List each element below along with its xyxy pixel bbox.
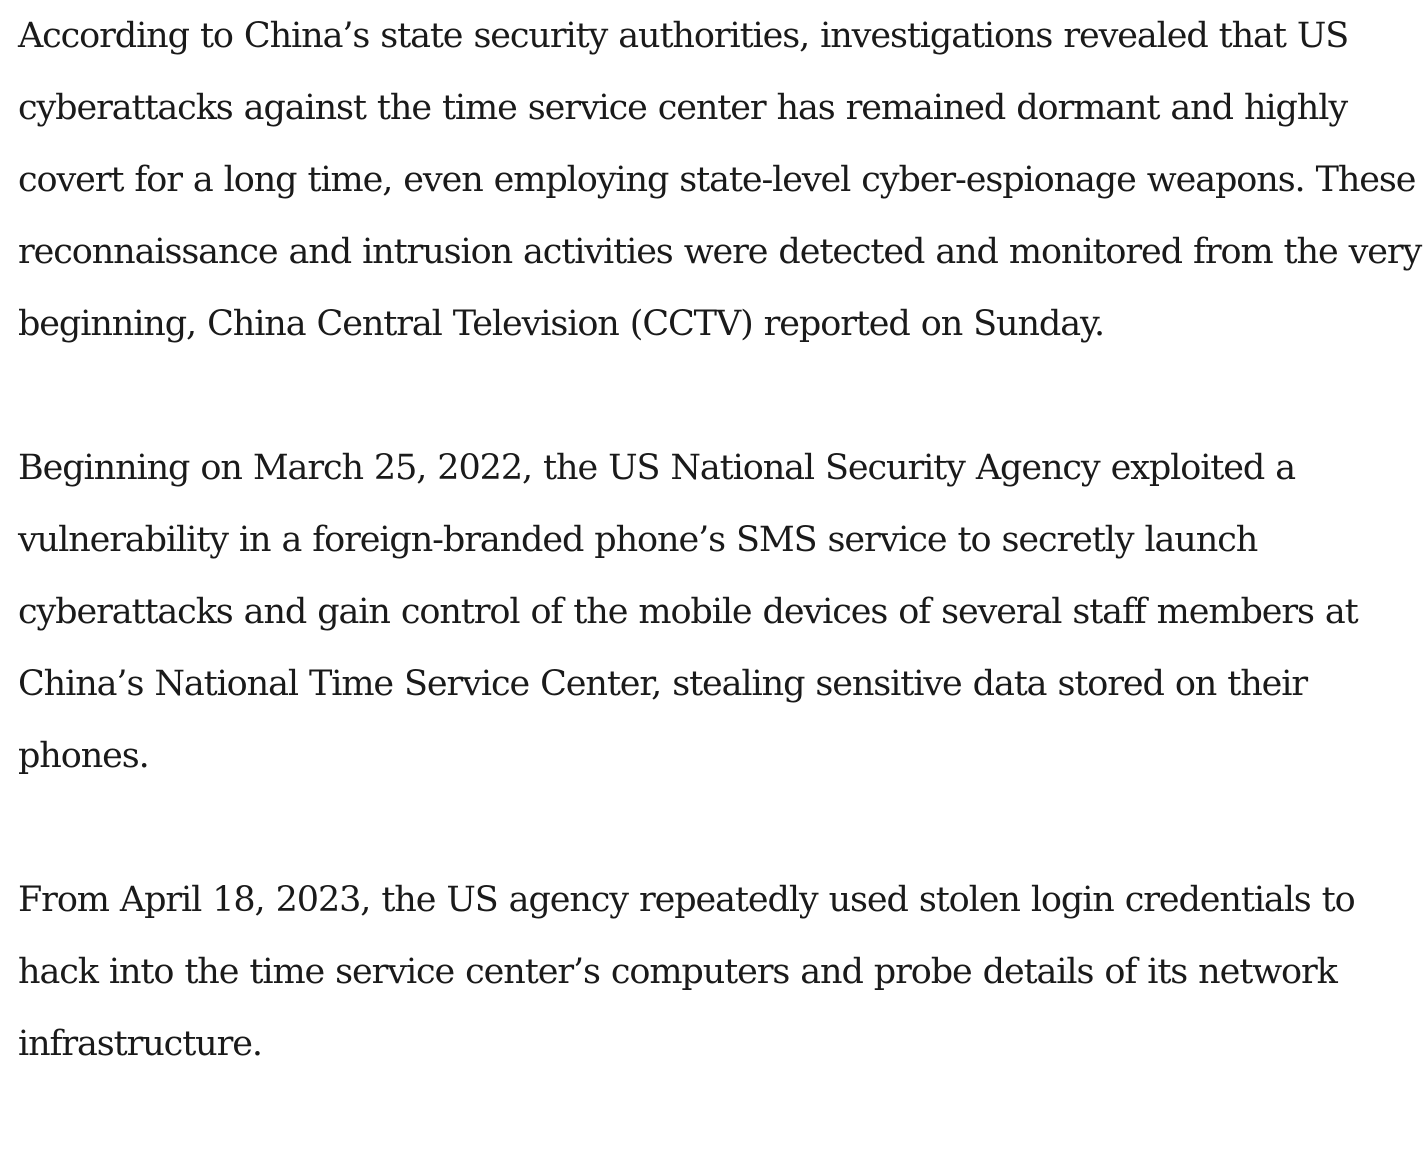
article-body	[18, 0, 1423, 1080]
article-paragraph: Beginning on March 25, 2022, the US National Security Agency exploited a vulnerability in a foreign-branded phone’s SMS service to secretly launch cyberattacks and gain control of the mobile devices of several staff members at China’s National Time Service Center, stealing sensitive data stored on their phones.	[18, 448, 1358, 776]
article-paragraph: From April 18, 2023, the US agency repeatedly used stolen login credentials to hack into the time service center’s computers and probe details of its network infrastructure.	[18, 880, 1355, 1064]
article-paragraph: According to China’s state security authorities, investigations revealed that US cyberattacks against the time service center has remained dormant and highly covert for a long time, even employing state-level cyber-espionage weapons. These reconnaissance and intrusion activities were detected and monitored from the very beginning, China Central Television (CCTV) reported on Sunday.	[18, 16, 1422, 344]
